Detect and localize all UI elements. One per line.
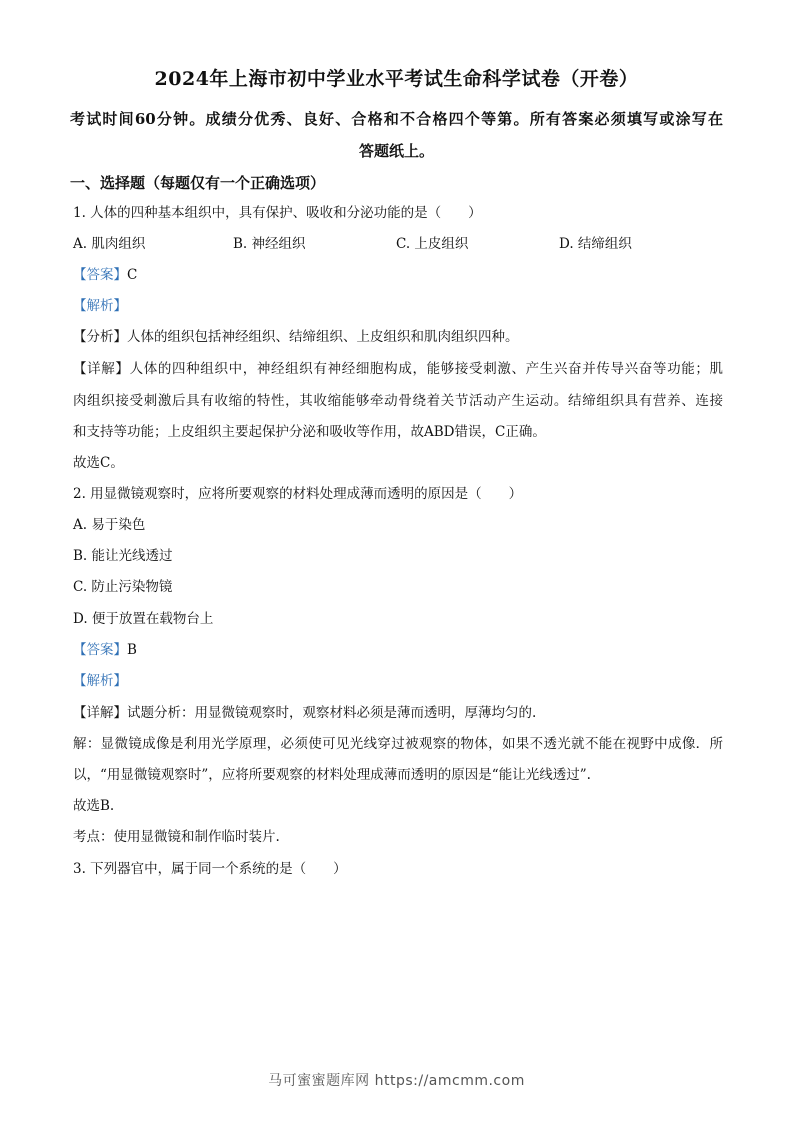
q1-option-d: D. 结缔组织 bbox=[559, 236, 632, 252]
q1-analysis-header bbox=[73, 297, 723, 315]
q1-option-c: C. 上皮组织 bbox=[396, 236, 469, 252]
analysis-label: 【解析】 bbox=[73, 298, 127, 314]
section-title: 一、选择题（每题仅有一个正确选项） bbox=[70, 174, 326, 192]
fenxi-label: 【分析】 bbox=[73, 329, 127, 345]
q1-answer-value: C bbox=[127, 267, 138, 283]
q2-answer bbox=[73, 641, 723, 659]
exam-title: 2024年上海市初中学业水平考试生命科学试卷（开卷） bbox=[154, 68, 639, 90]
answer-label: 【答案】 bbox=[73, 267, 127, 283]
q1-fenxi bbox=[73, 328, 723, 346]
q1-detail-line-1 bbox=[73, 360, 723, 378]
q2-conclusion: 故选B. bbox=[73, 798, 115, 814]
instructions-line-1: 考试时间60分钟。成绩分优秀、良好、合格和不合格四个等第。所有答案必须填写或涂写在 bbox=[70, 110, 723, 128]
q2-solution-line-2: 以，“用显微镜观察时”，应将所要观察的材料处理成薄而透明的原因是“能让光线透过”. bbox=[73, 767, 591, 783]
footer-watermark: 马可蜜蜜题库网 https://amcmm.com bbox=[268, 1073, 525, 1089]
q1-stem: 1. 人体的四种基本组织中，具有保护、吸收和分泌功能的是（ ） bbox=[73, 205, 482, 221]
q1-conclusion: 故选C。 bbox=[73, 455, 124, 471]
detail-label: 【详解】 bbox=[73, 705, 127, 721]
q3-stem: 3. 下列器官中，属于同一个系统的是（ ） bbox=[73, 861, 347, 877]
q2-solution-line-1: 解：显微镜成像是利用光学原理，必须使可见光线穿过被观察的物体，如果不透光就不能在视野中成像．所 bbox=[73, 736, 723, 752]
q1-option-b: B. 神经组织 bbox=[233, 236, 306, 252]
q1-detail-text-1: 人体的四种组织中，神经组织有神经细胞构成，能够接受刺激、产生兴奋并传导兴奋等功能；肌 bbox=[129, 361, 723, 377]
q1-detail-line-2: 肉组织接受刺激后具有收缩的特性，其收缩能够牵动骨绕着关节活动产生运动。结缔组织具有营养、连接 bbox=[73, 393, 723, 409]
answer-label: 【答案】 bbox=[73, 642, 127, 658]
q2-detail-text: 试题分析：用显微镜观察时，观察材料必须是薄而透明，厚薄均匀的. bbox=[127, 705, 537, 721]
q2-option-b: B. 能让光线透过 bbox=[73, 548, 173, 564]
analysis-label: 【解析】 bbox=[73, 673, 127, 689]
q2-option-c: C. 防止污染物镜 bbox=[73, 579, 173, 595]
q2-option-a: A. 易于染色 bbox=[73, 517, 146, 533]
instructions-line-2: 答题纸上。 bbox=[358, 142, 434, 160]
q1-answer bbox=[73, 266, 723, 284]
q1-detail-line-3: 和支持等功能；上皮组织主要起保护分泌和吸收等作用，故ABD错误，C正确。 bbox=[73, 424, 546, 440]
q2-answer-value: B bbox=[127, 642, 137, 658]
q2-stem: 2. 用显微镜观察时，应将所要观察的材料处理成薄而透明的原因是（ ） bbox=[73, 486, 523, 502]
q1-option-a: A. 肌肉组织 bbox=[73, 236, 146, 252]
q2-analysis-header bbox=[73, 672, 723, 690]
q1-fenxi-text: 人体的组织包括神经组织、结缔组织、上皮组织和肌肉组织四种。 bbox=[127, 329, 519, 345]
detail-label: 【详解】 bbox=[73, 361, 130, 377]
q1-options bbox=[73, 235, 723, 253]
q2-option-d: D. 便于放置在载物台上 bbox=[73, 611, 214, 627]
q2-detail bbox=[73, 704, 723, 722]
q2-kaodian: 考点：使用显微镜和制作临时装片. bbox=[73, 829, 280, 845]
